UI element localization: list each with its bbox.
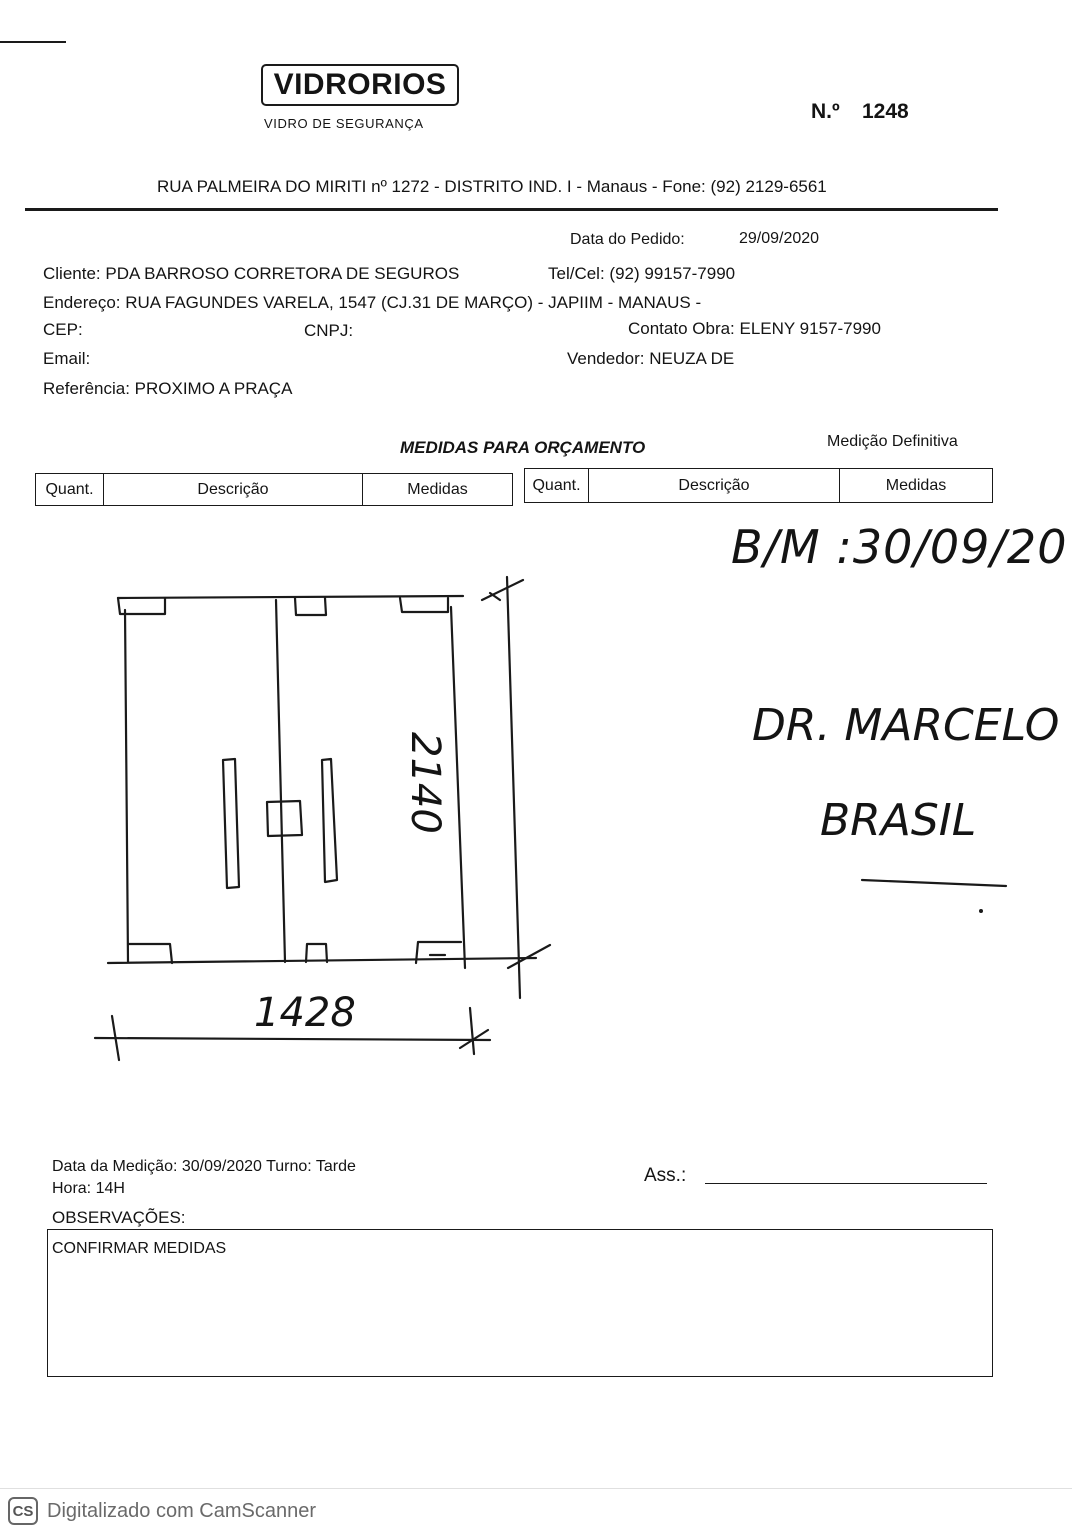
address-field: Endereço: RUA FAGUNDES VARELA, 1547 (CJ.31 DE MARÇO) - JAPIIM - MANAUS - [43,293,702,312]
company-name: VIDRORIOS [273,68,447,101]
measurements-title: MEDIDAS PARA ORÇAMENTO [400,438,646,457]
order-number: 1248 [862,100,909,123]
camscanner-logo: CS [8,1497,38,1525]
col-medidas: Medidas [885,476,947,494]
measure-date: Data da Medição: 30/09/2020 Turno: Tarde [52,1158,356,1175]
contact-field: Contato Obra: ELENY 9157-7990 [628,319,881,338]
seller-field: Vendedor: NEUZA DE [567,349,735,368]
scanner-watermark: Digitalizado com CamScanner [47,1500,317,1522]
cnpj-field: CNPJ: [304,321,354,340]
handwritten-date: B/M :30/09/20 [731,520,1068,574]
signature-label: Ass.: [644,1165,687,1186]
observations-text: CONFIRMAR MEDIDAS [52,1240,227,1257]
order-date-label: Data do Pedido: [570,231,685,248]
height-dimension: 2140 [402,732,448,834]
email-field: Email: [43,349,91,368]
reference-field: Referência: PROXIMO A PRAÇA [43,379,293,398]
col-medidas: Medidas [407,480,468,498]
definitive-measure-label: Medição Definitiva [827,433,958,450]
phone-field: Tel/Cel: (92) 99157-7990 [548,264,736,283]
width-dimension: 1428 [254,990,356,1036]
order-number-label: N.º [811,100,840,123]
observations-label: OBSERVAÇÕES: [52,1208,186,1227]
signature-line [705,1183,987,1184]
handwritten-name-1: DR. MARCELO [752,700,1060,751]
company-address: RUA PALMEIRA DO MIRITI nº 1272 - DISTRITO IND. I - Manaus - Fone: (92) 2129-6561 [157,177,827,196]
cep-field: CEP: [43,320,83,339]
col-descricao: Descrição [589,469,840,502]
client-field: Cliente: PDA BARROSO CORRETORA DE SEGUROS [43,264,460,283]
col-quant: Quant. [525,469,589,502]
order-date-value: 29/09/2020 [739,230,820,247]
handwritten-name-2: BRASIL [820,795,977,846]
company-tagline: VIDRO DE SEGURANÇA [264,116,424,131]
observations-box [47,1229,993,1377]
col-descricao: Descrição [104,474,363,505]
col-quant: Quant. [36,474,104,505]
measure-hour: Hora: 14H [52,1180,125,1197]
